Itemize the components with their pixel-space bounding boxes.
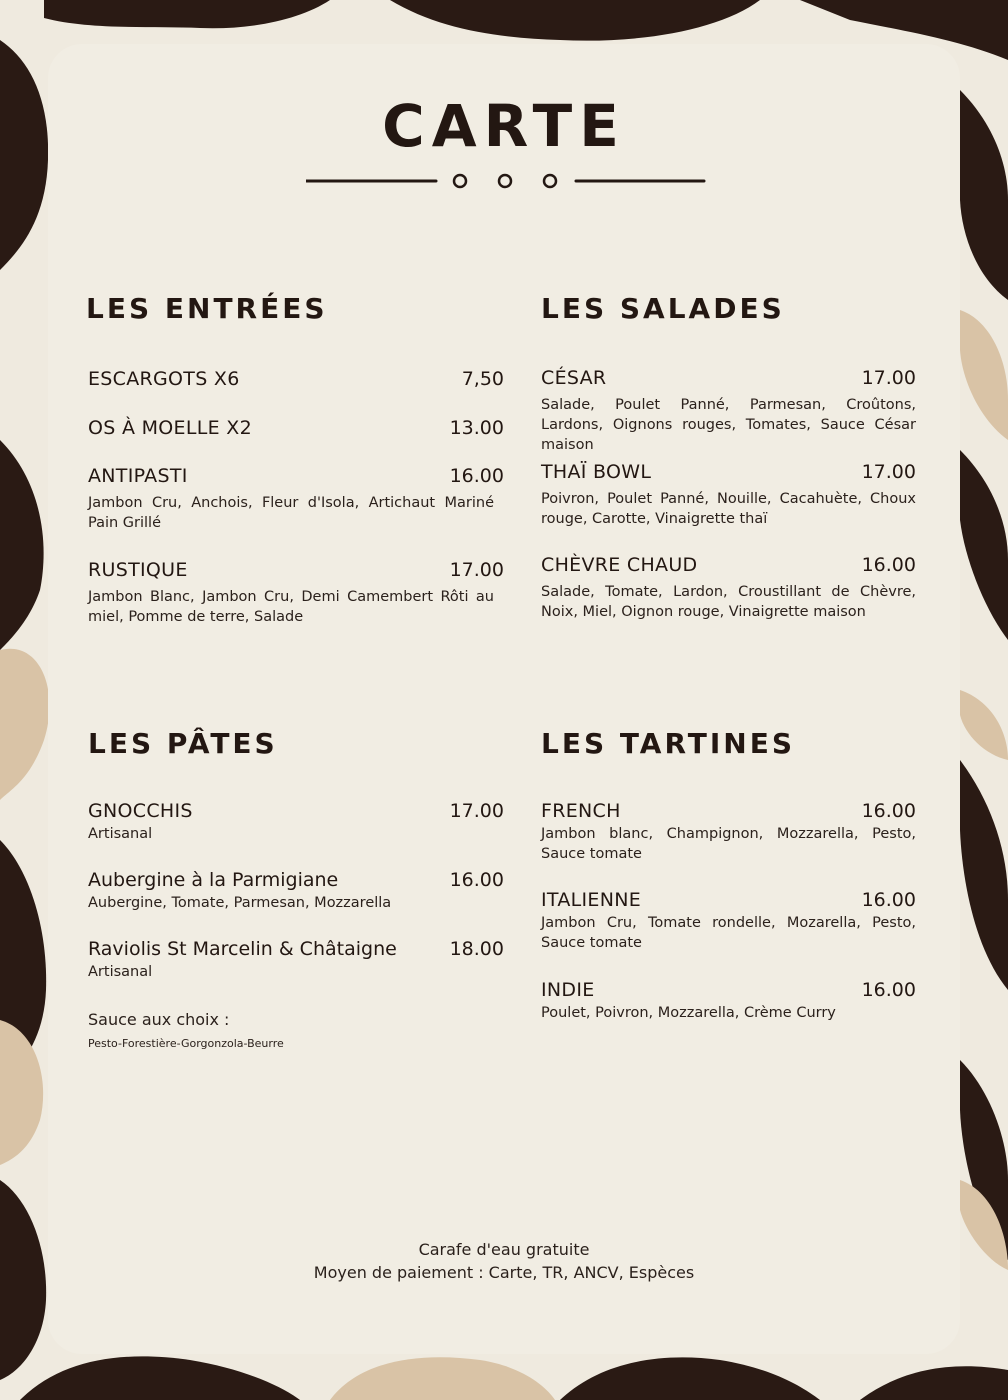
item-description: Poulet, Poivron, Mozzarella, Crème Curry: [541, 1005, 836, 1021]
item-description: Artisanal: [88, 964, 153, 980]
item-price: 13.00: [449, 417, 504, 439]
menu-item: [88, 800, 504, 844]
menu-item: [541, 979, 916, 1023]
item-price: 17.00: [449, 800, 504, 822]
item-name: ESCARGOTS X6: [88, 368, 240, 390]
item-price: 16.00: [861, 554, 916, 576]
sauce-options: Pesto-Forestière-Gorgonzola-Beurre: [88, 1037, 284, 1050]
item-name: OS À MOELLE X2: [88, 417, 252, 439]
item-name: ANTIPASTI: [88, 465, 188, 487]
item-price: 16.00: [861, 979, 916, 1001]
item-description: Artisanal: [88, 826, 153, 842]
footer-water-note: Carafe d'eau gratuite: [418, 1240, 590, 1259]
item-price: 17.00: [449, 559, 504, 581]
menu-item: [88, 465, 504, 533]
item-name: FRENCH: [541, 800, 621, 822]
menu-item: [541, 367, 916, 455]
item-description: Jambon Cru, Tomate rondelle, Mozarella, Pesto, Sauce tomate: [541, 915, 916, 951]
page-title: CARTE: [382, 92, 626, 160]
menu-card: [48, 44, 960, 1354]
item-price: 16.00: [449, 869, 504, 891]
section-heading-entrees: LES ENTRÉES: [86, 292, 328, 325]
menu-item: [88, 417, 504, 439]
section-heading-pates: LES PÂTES: [88, 727, 278, 760]
item-price: 7,50: [461, 368, 504, 390]
sauce-label: Sauce aux choix :: [88, 1010, 230, 1029]
item-description: Jambon Blanc, Jambon Cru, Demi Camembert Rôti au miel, Pomme de terre, Salade: [88, 589, 494, 625]
menu-item: [541, 554, 916, 622]
item-description: Jambon blanc, Champignon, Mozzarella, Pesto, Sauce tomate: [541, 826, 916, 862]
item-description: Salade, Tomate, Lardon, Croustillant de Chèvre, Noix, Miel, Oignon rouge, Vinaigrette maison: [541, 584, 916, 620]
item-price: 17.00: [861, 367, 916, 389]
menu-item: [88, 368, 504, 390]
item-price: 18.00: [449, 938, 504, 960]
item-price: 16.00: [449, 465, 504, 487]
item-price: 17.00: [861, 461, 916, 483]
item-name: CHÈVRE CHAUD: [541, 554, 698, 576]
item-description: Poivron, Poulet Panné, Nouille, Cacahuète, Choux rouge, Carotte, Vinaigrette thaï: [541, 491, 916, 527]
section-heading-tartines: LES TARTINES: [541, 727, 796, 760]
menu-item: [541, 800, 916, 864]
item-name: Raviolis St Marcelin & Châtaigne: [88, 938, 397, 960]
menu-item: [88, 938, 504, 982]
item-description: Salade, Poulet Panné, Parmesan, Croûtons, Lardons, Oignons rouges, Tomates, Sauce César maison: [541, 397, 916, 453]
item-name: ITALIENNE: [541, 889, 642, 911]
item-price: 16.00: [861, 800, 916, 822]
menu-item: [88, 869, 504, 913]
item-name: THAÏ BOWL: [541, 461, 652, 483]
menu-item: [541, 889, 916, 953]
item-name: INDIE: [541, 979, 595, 1001]
item-name: Aubergine à la Parmigiane: [88, 869, 339, 891]
title-ornament-divider: [306, 168, 706, 194]
menu-item: [541, 461, 916, 529]
item-name: RUSTIQUE: [88, 559, 188, 581]
item-description: Jambon Cru, Anchois, Fleur d'Isola, Artichaut Mariné Pain Grillé: [88, 495, 494, 531]
menu-item: [88, 559, 504, 627]
item-description: Aubergine, Tomate, Parmesan, Mozzarella: [88, 895, 392, 911]
item-name: GNOCCHIS: [88, 800, 193, 822]
footer-payment-methods: Moyen de paiement : Carte, TR, ANCV, Espèces: [313, 1263, 695, 1282]
item-name: CÉSAR: [541, 367, 607, 389]
section-heading-salades: LES SALADES: [541, 292, 785, 325]
item-price: 16.00: [861, 889, 916, 911]
